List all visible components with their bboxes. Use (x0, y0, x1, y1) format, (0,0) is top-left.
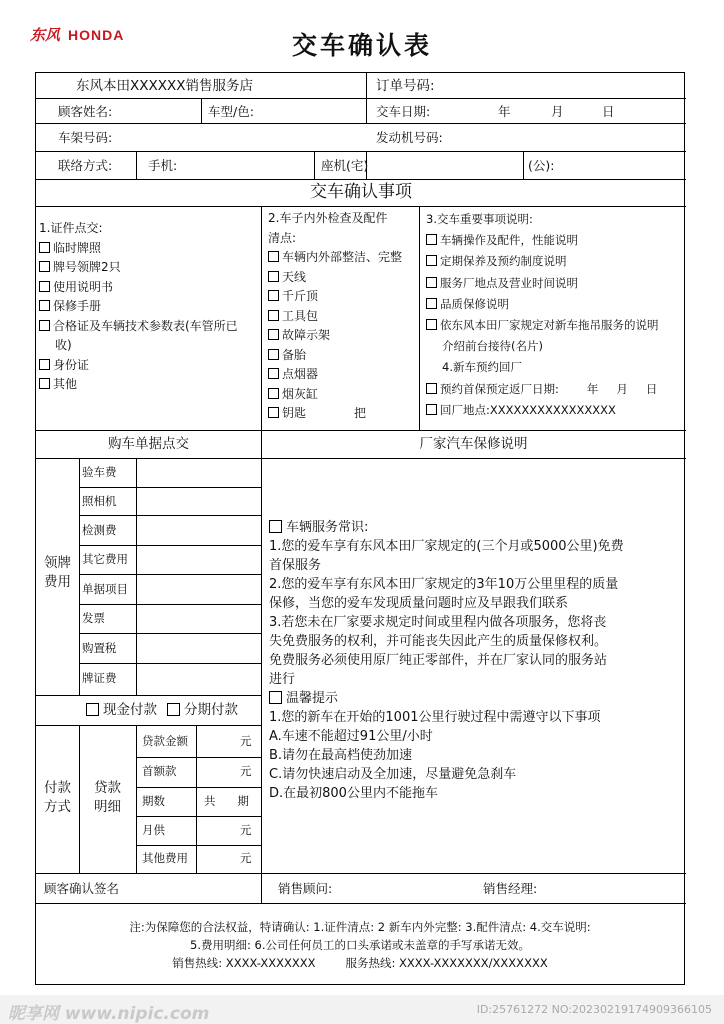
date-month: 月 (551, 104, 564, 119)
section-inspection: 2.车子内外检查及配件 清点: 车辆内外部整洁、完整 天线 千斤顶 工具包 故障示架 备胎 点烟器 烟灰缸 钥匙 把 (268, 211, 403, 420)
warranty-notes: 车辆服务常识: 1.您的爱车享有东风本田厂家规定的(三个月或5000公里)免费 首保服务 2.您的爱车享有东风本田厂家规定的3年10万公里里程的质量 保修，当您的爱车发现质量问题时应及早跟我们联系 3.若您未在厂家要求规定时间或里程内做各项服务，您将丧 失免费服务的权利，并可能丧失因此产生的质量保修权利。 免费服务必须使用原厂纯正零部件，并在厂家认同的服务站 进行 温馨提示 1.您的新车在开始的1001公里行驶过程中需遵守以下事项 A.车速不能超过91公里/小时 B.请勿在最高档使劲加速 C.请勿快速启动及全加速，尽量避免急刹车 D.在最初800公里内不能拖车 (269, 520, 624, 801)
fee-other: 其它费用 (82, 552, 128, 566)
sales-advisor-label: 销售顾问: (278, 881, 333, 896)
checkbox-toolkit[interactable] (268, 310, 279, 321)
order-number-label: 订单号码: (376, 78, 435, 94)
service-hotline: 服务热线: XXXX-XXXXXXX/XXXXXXX (345, 956, 548, 970)
checkbox-clean[interactable] (268, 251, 279, 262)
inspection-subtitle: 清点: (268, 230, 297, 245)
checkbox-temp-plate[interactable] (39, 242, 50, 253)
sales-manager-label: 销售经理: (483, 881, 538, 896)
checkbox-id-card[interactable] (39, 359, 50, 370)
down-payment-unit: 元 (240, 764, 252, 778)
other-fee-label: 其他费用 (142, 851, 188, 865)
checkbox-service-location[interactable] (426, 277, 437, 288)
inspection-title: 2.车子内外检查及配件 (268, 211, 388, 225)
checkbox-cash[interactable] (86, 703, 99, 716)
date-year: 年 (498, 104, 511, 119)
watermark-site: 昵享网 www.nipic.com (8, 1004, 210, 1024)
dealer-name: 东风本田XXXXXX销售服务店 (76, 78, 253, 94)
fee-invoice: 发票 (82, 611, 105, 625)
office-label: (公): (528, 158, 555, 173)
model-color-label: 车型/色: (208, 104, 254, 119)
fee-test: 检测费 (82, 523, 117, 537)
sales-hotline: 销售热线: XXXX-XXXXXXX (172, 956, 316, 970)
checkbox-other[interactable] (39, 378, 50, 389)
loan-details-group: 贷款 明细 (94, 780, 121, 815)
contact-label: 联络方式: (58, 158, 113, 173)
monthly-unit: 元 (240, 823, 252, 837)
section-explanations: 3.交车重要事项说明: 车辆操作及配件，性能说明 定期保养及预约制度说明 服务厂地点及营业时间说明 品质保修说明 依东风本田厂家规定对新车拖吊服务的说明 介绍前台接待(名片) 4.新车预约回厂 预约首保预定返厂日期: 年 月 日 回厂地点:XXXXXXXXXXXXXXXX (426, 209, 659, 421)
fee-purchase-tax: 购置税 (82, 641, 117, 655)
checkbox-antenna[interactable] (268, 271, 279, 282)
checkbox-manual[interactable] (39, 281, 50, 292)
delivery-form (35, 72, 685, 985)
checkbox-warranty-book[interactable] (39, 300, 50, 311)
logo-cn: 东风 (30, 26, 61, 44)
checkbox-spare-tire[interactable] (268, 349, 279, 360)
confirm-section-title: 交车确认事项 (310, 182, 412, 202)
checkbox-operation[interactable] (426, 234, 437, 245)
watermark-id: ID:25761272 NO:20230219174909366105 (476, 1003, 712, 1016)
delivery-date-label: 交车日期: (376, 104, 431, 119)
checkbox-return-place[interactable] (426, 404, 437, 415)
checkbox-warning-triangle[interactable] (268, 329, 279, 340)
logo-en: HONDA (68, 26, 125, 43)
term-unit: 共 期 (204, 794, 249, 808)
checkbox-jack[interactable] (268, 290, 279, 301)
checkbox-maintenance[interactable] (426, 255, 437, 266)
fee-document: 单据项目 (82, 582, 128, 596)
checkbox-ashtray[interactable] (268, 388, 279, 399)
checkbox-key[interactable] (268, 407, 279, 418)
checkbox-towing[interactable] (426, 319, 437, 330)
mobile-label: 手机: (148, 158, 178, 173)
plate-fees-group: 领牌 费用 (44, 555, 71, 590)
loan-amount-label: 贷款金额 (142, 734, 188, 748)
loan-amount-unit: 元 (240, 734, 252, 748)
page-title: 交车确认表 (291, 31, 432, 60)
checkbox-booking[interactable] (426, 383, 437, 394)
watermark-bar (0, 995, 724, 1024)
checkbox-tips[interactable] (269, 691, 282, 704)
section-documents: 1.证件点交: 临时牌照 牌号领牌2只 使用说明书 保修手册 合格证及车辆技术参数表(车管所已 收) 身份证 其他 (39, 221, 238, 391)
receipt-title: 购车单据点交 (108, 436, 189, 452)
landline-label: 座机(宅) (321, 158, 369, 173)
vin-label: 车架号码: (58, 130, 113, 145)
warranty-title: 厂家汽车保修说明 (419, 436, 528, 452)
payment-options: 现金付款 分期付款 (86, 702, 238, 718)
monthly-label: 月供 (142, 823, 165, 837)
footer-note-2: 5.费用明细: 6.公司任何员工的口头承诺或未盖章的手写承诺无效。 (190, 938, 530, 952)
customer-name-label: 顾客姓名: (58, 104, 113, 119)
footer-hotlines (36, 955, 684, 971)
checkbox-certificate[interactable] (39, 320, 50, 331)
checkbox-service-knowledge[interactable] (269, 520, 282, 533)
checkbox-installment[interactable] (167, 703, 180, 716)
fee-inspection: 验车费 (82, 465, 117, 479)
engine-number-label: 发动机号码: (376, 130, 443, 145)
explanations-title: 3.交车重要事项说明: (426, 212, 533, 226)
checkbox-lighter[interactable] (268, 368, 279, 379)
footer-note-1: 注:为保障您的合法权益，特请确认: 1.证件清点: 2 新车内外完整: 3.配件清点: 4.交车说明: (129, 920, 591, 934)
fee-camera: 照相机 (82, 494, 117, 508)
customer-signature-label: 顾客确认签名 (44, 881, 120, 896)
date-day: 日 (602, 104, 615, 119)
down-payment-label: 首额款 (142, 764, 177, 778)
checkbox-quality-warranty[interactable] (426, 298, 437, 309)
term-label: 期数 (142, 794, 165, 808)
documents-title: 1.证件点交: (39, 221, 103, 235)
checkbox-plates[interactable] (39, 261, 50, 272)
other-fee-unit: 元 (240, 851, 252, 865)
payment-method-group: 付款 方式 (44, 780, 71, 815)
fee-license: 牌证费 (82, 671, 117, 685)
